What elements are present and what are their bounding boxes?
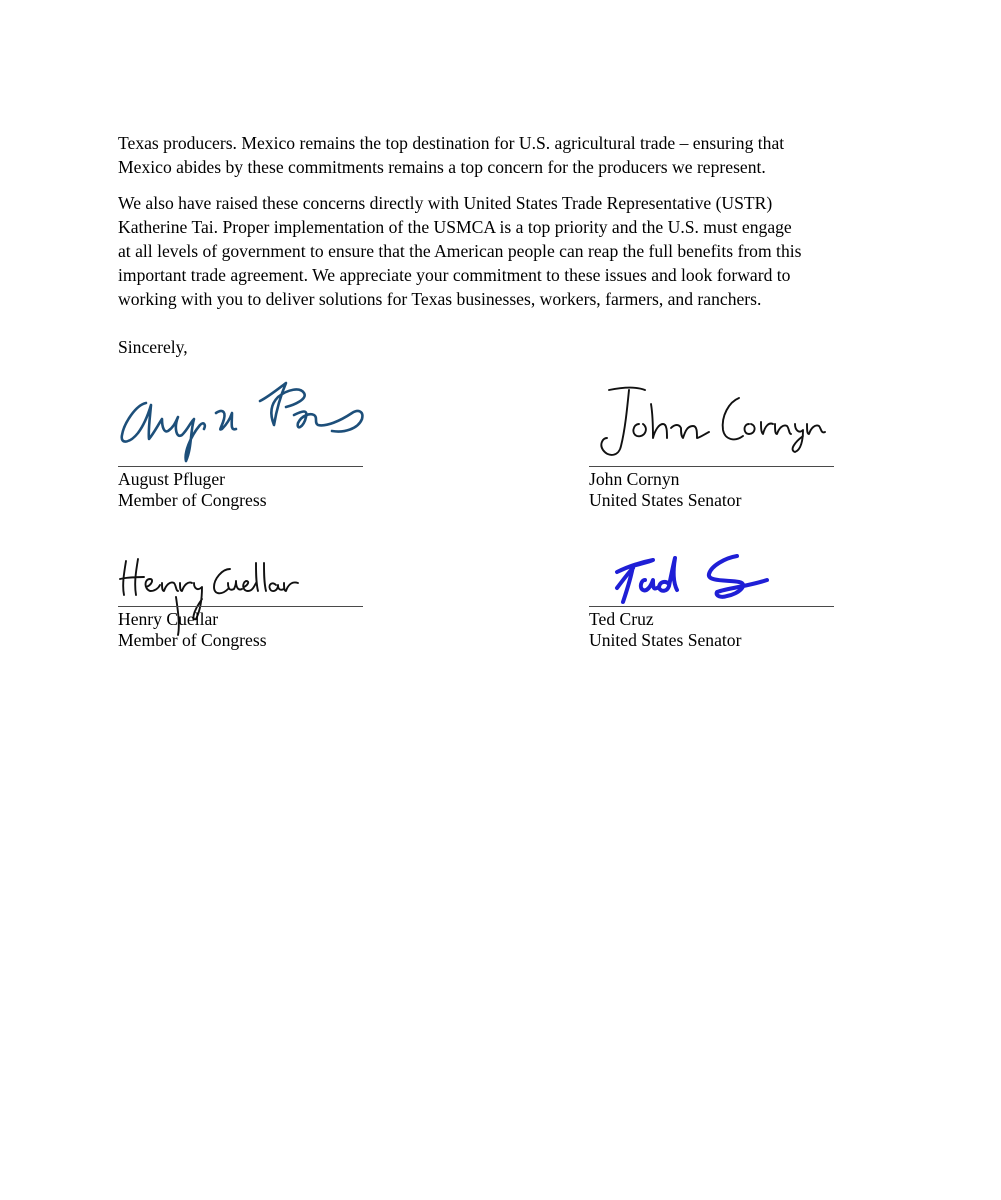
signature-line: [589, 466, 834, 467]
signatory-name: John Cornyn: [589, 469, 680, 489]
signature-pfluger: [118, 375, 378, 465]
body-paragraph-2: [118, 191, 898, 311]
signatory-name: Henry Cuellar: [118, 609, 219, 629]
paragraph-line: working with you to deliver solutions for Texas businesses, workers, farmers, and ranchers.: [118, 289, 762, 309]
closing-salutation: Sincerely,: [118, 337, 188, 357]
signature-line: [118, 466, 363, 467]
signatory-title: Member of Congress: [118, 490, 267, 510]
signatory-name: Ted Cruz: [589, 609, 654, 629]
signature-line: [118, 606, 363, 607]
signature-line: [589, 606, 834, 607]
paragraph-line: We also have raised these concerns directly with United States Trade Representative (USTR): [118, 193, 773, 213]
signature-cornyn: [589, 380, 849, 470]
paragraph-line: important trade agreement. We appreciate your commitment to these issues and look forward to: [118, 265, 791, 285]
paragraph-line: Katherine Tai. Proper implementation of the USMCA is a top priority and the U.S. must engage: [118, 217, 792, 237]
signatory-title: United States Senator: [589, 630, 742, 650]
paragraph-line: Mexico abides by these commitments remains a top concern for the producers we represent.: [118, 157, 766, 177]
signatory-title: United States Senator: [589, 490, 742, 510]
signatory-name: August Pfluger: [118, 469, 226, 489]
paragraph-line: Texas producers. Mexico remains the top destination for U.S. agricultural trade – ensuring that: [118, 133, 785, 153]
body-paragraph-1: [118, 131, 898, 179]
paragraph-line: at all levels of government to ensure that the American people can reap the full benefits from this: [118, 241, 802, 261]
signatory-title: Member of Congress: [118, 630, 267, 650]
